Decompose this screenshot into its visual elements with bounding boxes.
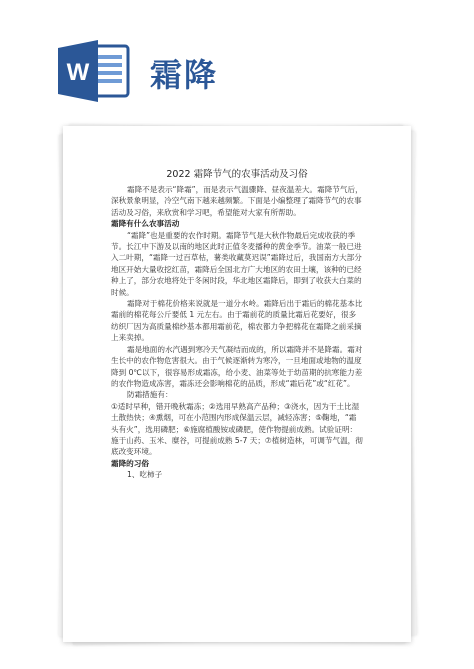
banner-header xyxy=(0,0,474,130)
document-page xyxy=(63,126,411,642)
document-body xyxy=(111,184,363,481)
word-document-icon xyxy=(58,40,130,102)
document-title: 2022 霜降节气的农事活动及习俗 xyxy=(166,169,308,180)
paragraph-frost: 霜是地面的水汽遇到寒冷天气凝结而成的，所以霜降并不是降霜。霜对生长中的农作物危害很大。由于气候逐渐转为寒冷，一旦地面或地物的温度降到 0℃以下，很容易形成霜冻，给小麦、油菜等处于幼苗期的抗寒能力差的农作物造成冻害，霜冻还会影响棉花的品质，形成“霜后花”或“红花”。 xyxy=(111,344,363,388)
paragraph-cotton: 霜降对于棉花价格来说就是一道分水岭。霜降后出于霜后的棉花基本比霜前的棉花每公斤要低 1 元左右。由于霜前花的质量比霜后花要好，很多纺织厂因为高质量棉纱基本都用霜前花，棉农都力争把棉花在霜降之前采摘上来卖掉。 xyxy=(111,299,363,343)
customs-item-1: 1、吃柿子 xyxy=(127,470,163,480)
paragraph-farm-work: “霜降”也是重要的农作时期。霜降节气是大秋作物最后完成收获的季节。长江中下游及以南的地区此时正值冬麦播种的黄金季节。油菜一般已进入二叶期，“霜降一过百草枯，薯类收藏莫迟误”霜降过后，我国南方大部分地区开始大量收挖红苗，霜降后全国北方广大地区的农田土壤，该种的已经种上了，部分农地将处于冬闲时段，华北地区霜降后，即到了收获大白菜的时候。 xyxy=(111,230,362,297)
section-heading-farm-work: 霜降有什么农事活动 xyxy=(111,219,180,229)
word-logo-letter: W xyxy=(66,59,90,86)
header-title: 霜降 xyxy=(150,56,219,94)
section-heading-customs: 霜降的习俗 xyxy=(111,458,149,468)
measures-label: 防霜措施有： xyxy=(127,390,173,400)
intro-paragraph: 霜降不是表示“降霜”，而是表示气温骤降、昼夜温差大。霜降节气后，深秋景象明显，冷空气南下越来越频繁。下面是小编整理了霜降节气的农事活动及习俗，来欣赏和学习吧，希望能对大家有所帮助。 xyxy=(111,185,363,217)
measures-list: ①适时早种，错开晚秋霜冻；②选用早熟高产品种；③浇水，因为干土比湿土散热快；④熏烟，可在小范围内形成保温云层，减轻冻害；⑤鞠地，“霜头有火”，选用磷肥；⑥施腐植酸铵或磷肥，使作物提前成熟。试验证明：施于山药、玉米、糜谷，可提前成熟 5-7 天；⑦植树造林，可调节气温，彻底改变环境。 xyxy=(111,401,363,457)
